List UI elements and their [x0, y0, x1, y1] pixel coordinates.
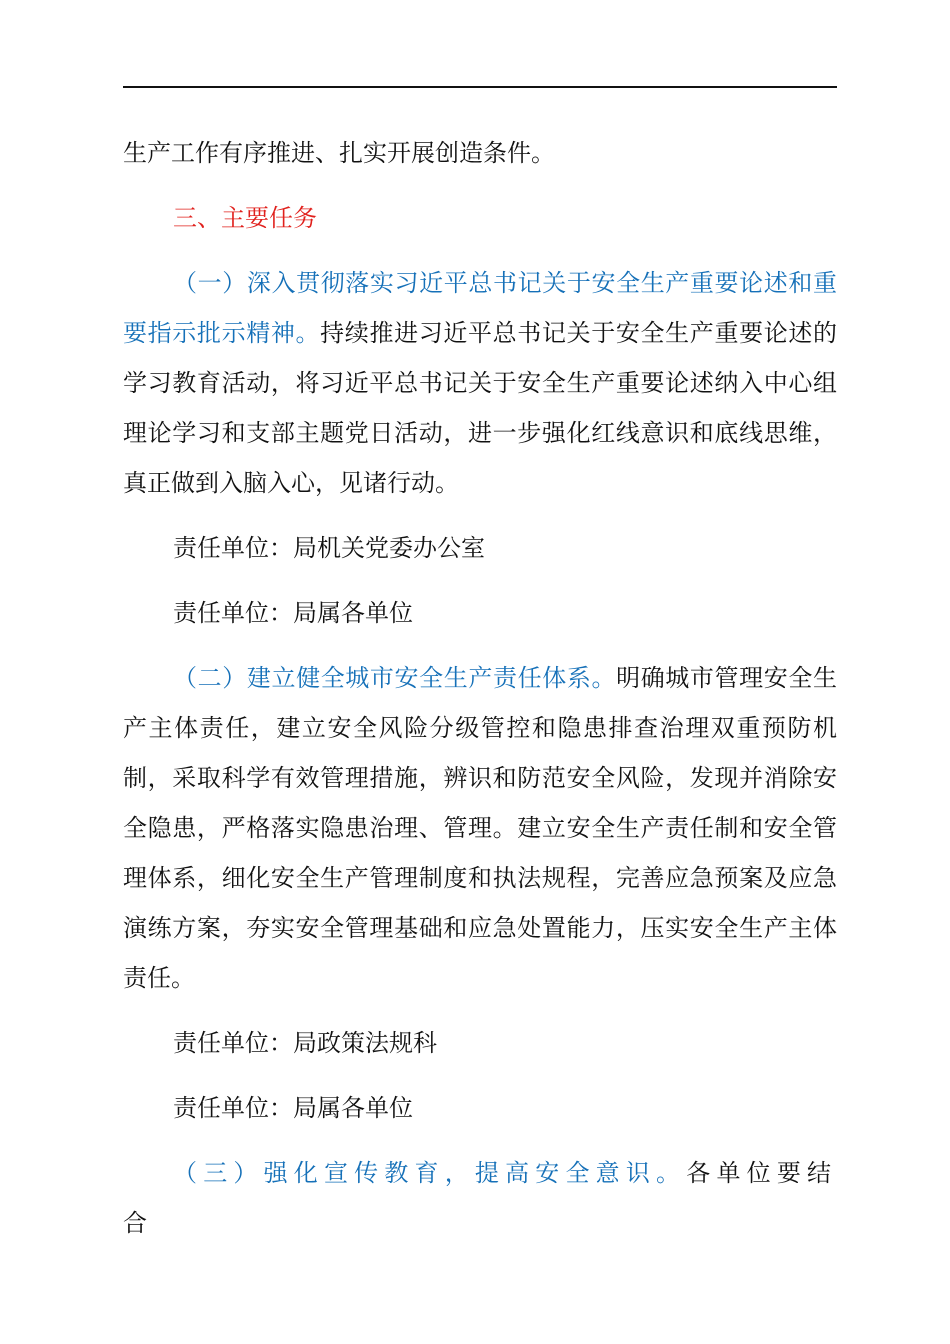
continuation-text: 生产工作有序推进、扎实开展创造条件。	[123, 139, 555, 167]
task-1-responsible-2: 责任单位：局属各单位	[173, 599, 413, 627]
header-rule	[123, 86, 837, 88]
task-3-heading: （三）强化宣传教育，提高安全意识。	[173, 1159, 687, 1187]
task-1-heading: （一）深入贯彻落实习近平总书记关于安全生产重要论述和重要指示批示精神。	[123, 269, 837, 347]
task-2-heading: （二）建立健全城市安全生产责任体系。	[173, 664, 617, 692]
task-2-paragraph	[123, 653, 837, 1003]
task-3-body: 各单位要结合	[123, 1159, 838, 1237]
section-heading: 三、主要任务	[173, 204, 317, 232]
task-2-responsible-1: 责任单位：局政策法规科	[173, 1029, 437, 1057]
task-1-body: 持续推进习近平总书记关于安全生产重要论述的学习教育活动，将习近平总书记关于安全生产重要论述纳入中心组理论学习和支部主题党日活动，进一步强化红线意识和底线思维，真正做到入脑入心，见诸行动。	[123, 319, 838, 497]
document-body	[123, 128, 837, 1248]
task-1-paragraph	[123, 258, 837, 508]
task-3-paragraph	[123, 1148, 837, 1248]
task-2-body: 明确城市管理安全生产主体责任，建立安全风险分级管控和隐患排查治理双重预防机制，采取科学有效管理措施，辨识和防范安全风险，发现并消除安全隐患，严格落实隐患治理、管理。建立安全生产责任制和安全管理体系，细化安全生产管理制度和执法规程，完善应急预案及应急演练方案，夯实安全管理基础和应急处置能力，压实安全生产主体责任。	[123, 664, 838, 992]
continuation-paragraph	[123, 128, 837, 178]
task-2-responsible-2: 责任单位：局属各单位	[173, 1094, 413, 1122]
task-1-responsible-1: 责任单位：局机关党委办公室	[173, 534, 485, 562]
